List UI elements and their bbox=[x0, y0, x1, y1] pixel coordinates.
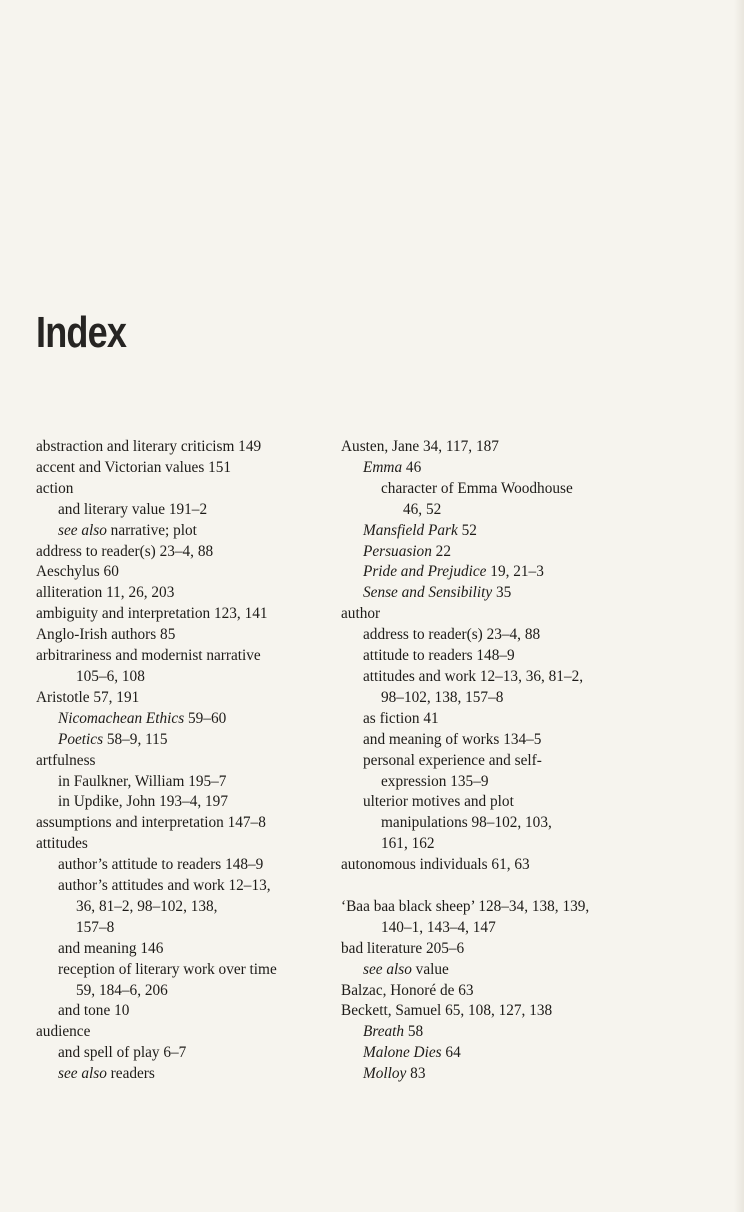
index-entry bbox=[341, 855, 641, 876]
index-subentry bbox=[341, 751, 641, 772]
page-edge bbox=[734, 0, 744, 1212]
index-entry bbox=[36, 479, 336, 500]
index-entry-text: and spell of play 6–7 bbox=[58, 1044, 187, 1062]
index-subentry bbox=[341, 1064, 641, 1085]
index-entry-text: 58–9, 115 bbox=[103, 730, 168, 748]
index-entry-text: abstraction and literary criticism 149 bbox=[36, 438, 262, 455]
index-entry-text: 98–102, 138, 157–8 bbox=[381, 688, 504, 706]
index-subentry bbox=[36, 500, 336, 521]
index-subentry bbox=[36, 981, 336, 1002]
index-subentry bbox=[341, 960, 641, 981]
index-entry-text: 19, 21–3 bbox=[486, 563, 544, 581]
index-entry-text: Balzac, Honoré de 63 bbox=[341, 981, 474, 999]
index-entry-text: 105–6, 108 bbox=[76, 667, 145, 685]
index-entry-title: Breath bbox=[363, 1023, 405, 1041]
index-entry-text: autonomous individuals 61, 63 bbox=[341, 856, 530, 874]
index-entry-text: author’s attitudes and work 12–13, bbox=[58, 877, 271, 895]
index-entry bbox=[36, 688, 336, 709]
index-entry-title: Poetics bbox=[58, 730, 104, 748]
index-entry-text: Aeschylus 60 bbox=[36, 563, 119, 581]
index-entry-title: see also bbox=[58, 1065, 107, 1083]
index-entry-text: accent and Victorian values 151 bbox=[36, 458, 232, 476]
index-entry bbox=[36, 834, 336, 855]
index-subentry bbox=[36, 521, 336, 542]
index-subentry bbox=[341, 813, 641, 834]
index-entry bbox=[36, 583, 336, 604]
index-entry-text: 140–1, 143–4, 147 bbox=[381, 918, 496, 936]
index-entry-text: assumptions and interpretation 147–8 bbox=[36, 814, 266, 832]
index-subentry bbox=[341, 458, 641, 479]
index-subentry bbox=[36, 1043, 336, 1064]
index-entry-text: arbitrariness and modernist narrative bbox=[36, 647, 261, 665]
index-entry-text: artfulness bbox=[36, 751, 96, 769]
index-entry bbox=[341, 981, 641, 1002]
index-entry-text: in Faulkner, William 195–7 bbox=[58, 772, 227, 790]
index-entry-text: reception of literary work over time bbox=[58, 960, 277, 978]
index-entry-text: Austen, Jane 34, 117, 187 bbox=[341, 438, 499, 455]
index-entry bbox=[341, 939, 641, 960]
index-entry-text: 83 bbox=[406, 1065, 426, 1083]
index-column-left bbox=[36, 437, 336, 1085]
index-subentry bbox=[341, 479, 641, 500]
index-entry-text: and meaning 146 bbox=[58, 939, 164, 957]
index-subentry bbox=[341, 834, 641, 855]
index-entry-text: 22 bbox=[431, 542, 451, 560]
index-entry bbox=[36, 646, 336, 667]
index-entry bbox=[36, 604, 336, 625]
index-entry-text: Beckett, Samuel 65, 108, 127, 138 bbox=[341, 1002, 553, 1020]
index-entry-text: ambiguity and interpretation 123, 141 bbox=[36, 605, 268, 623]
index-entry-text: narrative; plot bbox=[106, 521, 197, 539]
index-subentry bbox=[341, 625, 641, 646]
index-entry-text: 161, 162 bbox=[381, 835, 435, 853]
index-entry-title: Emma bbox=[363, 458, 403, 476]
index-entry-title: see also bbox=[363, 960, 412, 978]
index-entry-text: 59, 184–6, 206 bbox=[76, 981, 168, 999]
index-entry-text: readers bbox=[106, 1065, 155, 1083]
index-subentry bbox=[341, 521, 641, 542]
index-entry-text: author bbox=[341, 605, 381, 623]
index-entry-text: audience bbox=[36, 1023, 91, 1041]
index-entry bbox=[36, 562, 336, 583]
index-subentry bbox=[341, 1022, 641, 1043]
index-entry-text: expression 135–9 bbox=[381, 772, 489, 790]
index-entry-text: attitude to readers 148–9 bbox=[363, 647, 515, 665]
index-entry-text: ‘Baa baa black sheep’ 128–34, 138, 139, bbox=[341, 897, 590, 915]
index-subentry bbox=[341, 583, 641, 604]
index-entry bbox=[36, 625, 336, 646]
index-entry bbox=[341, 1001, 641, 1022]
index-entry-text: address to reader(s) 23–4, 88 bbox=[363, 626, 541, 644]
index-subentry bbox=[36, 667, 336, 688]
index-entry-text: action bbox=[36, 479, 74, 497]
index-subentry bbox=[36, 939, 336, 960]
index-subentry bbox=[36, 792, 336, 813]
index-entry-text: as fiction 41 bbox=[363, 709, 439, 727]
index-column-right bbox=[341, 437, 641, 1085]
index-subentry bbox=[36, 897, 336, 918]
index-subentry bbox=[341, 918, 641, 939]
index-subentry bbox=[341, 688, 641, 709]
index-entry bbox=[341, 897, 641, 918]
index-entry-text: alliteration 11, 26, 203 bbox=[36, 584, 175, 602]
index-subentry bbox=[36, 772, 336, 793]
index-entry-text: 58 bbox=[404, 1023, 424, 1041]
index-subentry bbox=[341, 730, 641, 751]
index-subentry bbox=[341, 792, 641, 813]
index-entry-text: 64 bbox=[441, 1044, 461, 1062]
index-entry-text: attitudes and work 12–13, 36, 81–2, bbox=[363, 667, 584, 685]
index-subentry bbox=[341, 709, 641, 730]
index-entry bbox=[36, 437, 336, 458]
index-entry-text: personal experience and self- bbox=[363, 751, 542, 769]
index-entry-text: 157–8 bbox=[76, 918, 115, 936]
index-entry-title: Molloy bbox=[363, 1065, 407, 1083]
index-entry-text: 59–60 bbox=[184, 709, 227, 727]
index-subentry bbox=[36, 709, 336, 730]
index-entry-text: Anglo-Irish authors 85 bbox=[36, 626, 176, 644]
index-subentry bbox=[36, 855, 336, 876]
index-entry-text: 46, 52 bbox=[403, 500, 442, 518]
index-entry-text: author’s attitude to readers 148–9 bbox=[58, 856, 264, 874]
index-entry-text: 52 bbox=[457, 521, 477, 539]
index-entry-title: see also bbox=[58, 521, 107, 539]
index-entry-text: character of Emma Woodhouse bbox=[381, 479, 573, 497]
index-entry bbox=[36, 542, 336, 563]
index-entry-text: and literary value 191–2 bbox=[58, 500, 208, 518]
index-entry-text: address to reader(s) 23–4, 88 bbox=[36, 542, 214, 560]
index-entry-text: and tone 10 bbox=[58, 1002, 130, 1020]
index-entry-title: Sense and Sensibility bbox=[363, 584, 493, 602]
index-entry-text: manipulations 98–102, 103, bbox=[381, 814, 552, 832]
index-subentry bbox=[36, 730, 336, 751]
index-entry-text: and meaning of works 134–5 bbox=[363, 730, 542, 748]
index-entry-title: Mansfield Park bbox=[363, 521, 458, 539]
index-subentry bbox=[36, 960, 336, 981]
index-subentry bbox=[341, 542, 641, 563]
index-entry bbox=[36, 458, 336, 479]
index-entry-title: Nicomachean Ethics bbox=[58, 709, 185, 727]
index-letter-gap bbox=[341, 876, 641, 897]
index-entry bbox=[341, 437, 641, 458]
index-entry-text: ulterior motives and plot bbox=[363, 793, 514, 811]
index-subentry bbox=[36, 1001, 336, 1022]
index-entry-text: in Updike, John 193–4, 197 bbox=[58, 793, 228, 811]
index-entry bbox=[341, 604, 641, 625]
index-entry-title: Pride and Prejudice bbox=[363, 563, 487, 581]
index-subentry bbox=[341, 1043, 641, 1064]
index-subentry bbox=[341, 562, 641, 583]
index-entry-title: Persuasion bbox=[363, 542, 432, 560]
index-subentry bbox=[341, 772, 641, 793]
index-subentry bbox=[36, 918, 336, 939]
index-subentry bbox=[36, 1064, 336, 1085]
index-entry-title: Malone Dies bbox=[363, 1044, 442, 1062]
index-entry-text: bad literature 205–6 bbox=[341, 939, 465, 957]
index-entry-text: 46 bbox=[402, 458, 422, 476]
page-title: Index bbox=[36, 308, 127, 357]
index-subentry bbox=[341, 500, 641, 521]
index-subentry bbox=[341, 646, 641, 667]
index-entry-text: 35 bbox=[492, 584, 512, 602]
index-entry bbox=[36, 751, 336, 772]
index-entry-text: Aristotle 57, 191 bbox=[36, 688, 140, 706]
index-subentry bbox=[341, 667, 641, 688]
index-subentry bbox=[36, 876, 336, 897]
index-entry-text: value bbox=[411, 960, 449, 978]
index-entry bbox=[36, 1022, 336, 1043]
index-entry bbox=[36, 813, 336, 834]
index-entry-text: attitudes bbox=[36, 835, 88, 853]
index-entry-text: 36, 81–2, 98–102, 138, bbox=[76, 897, 218, 915]
